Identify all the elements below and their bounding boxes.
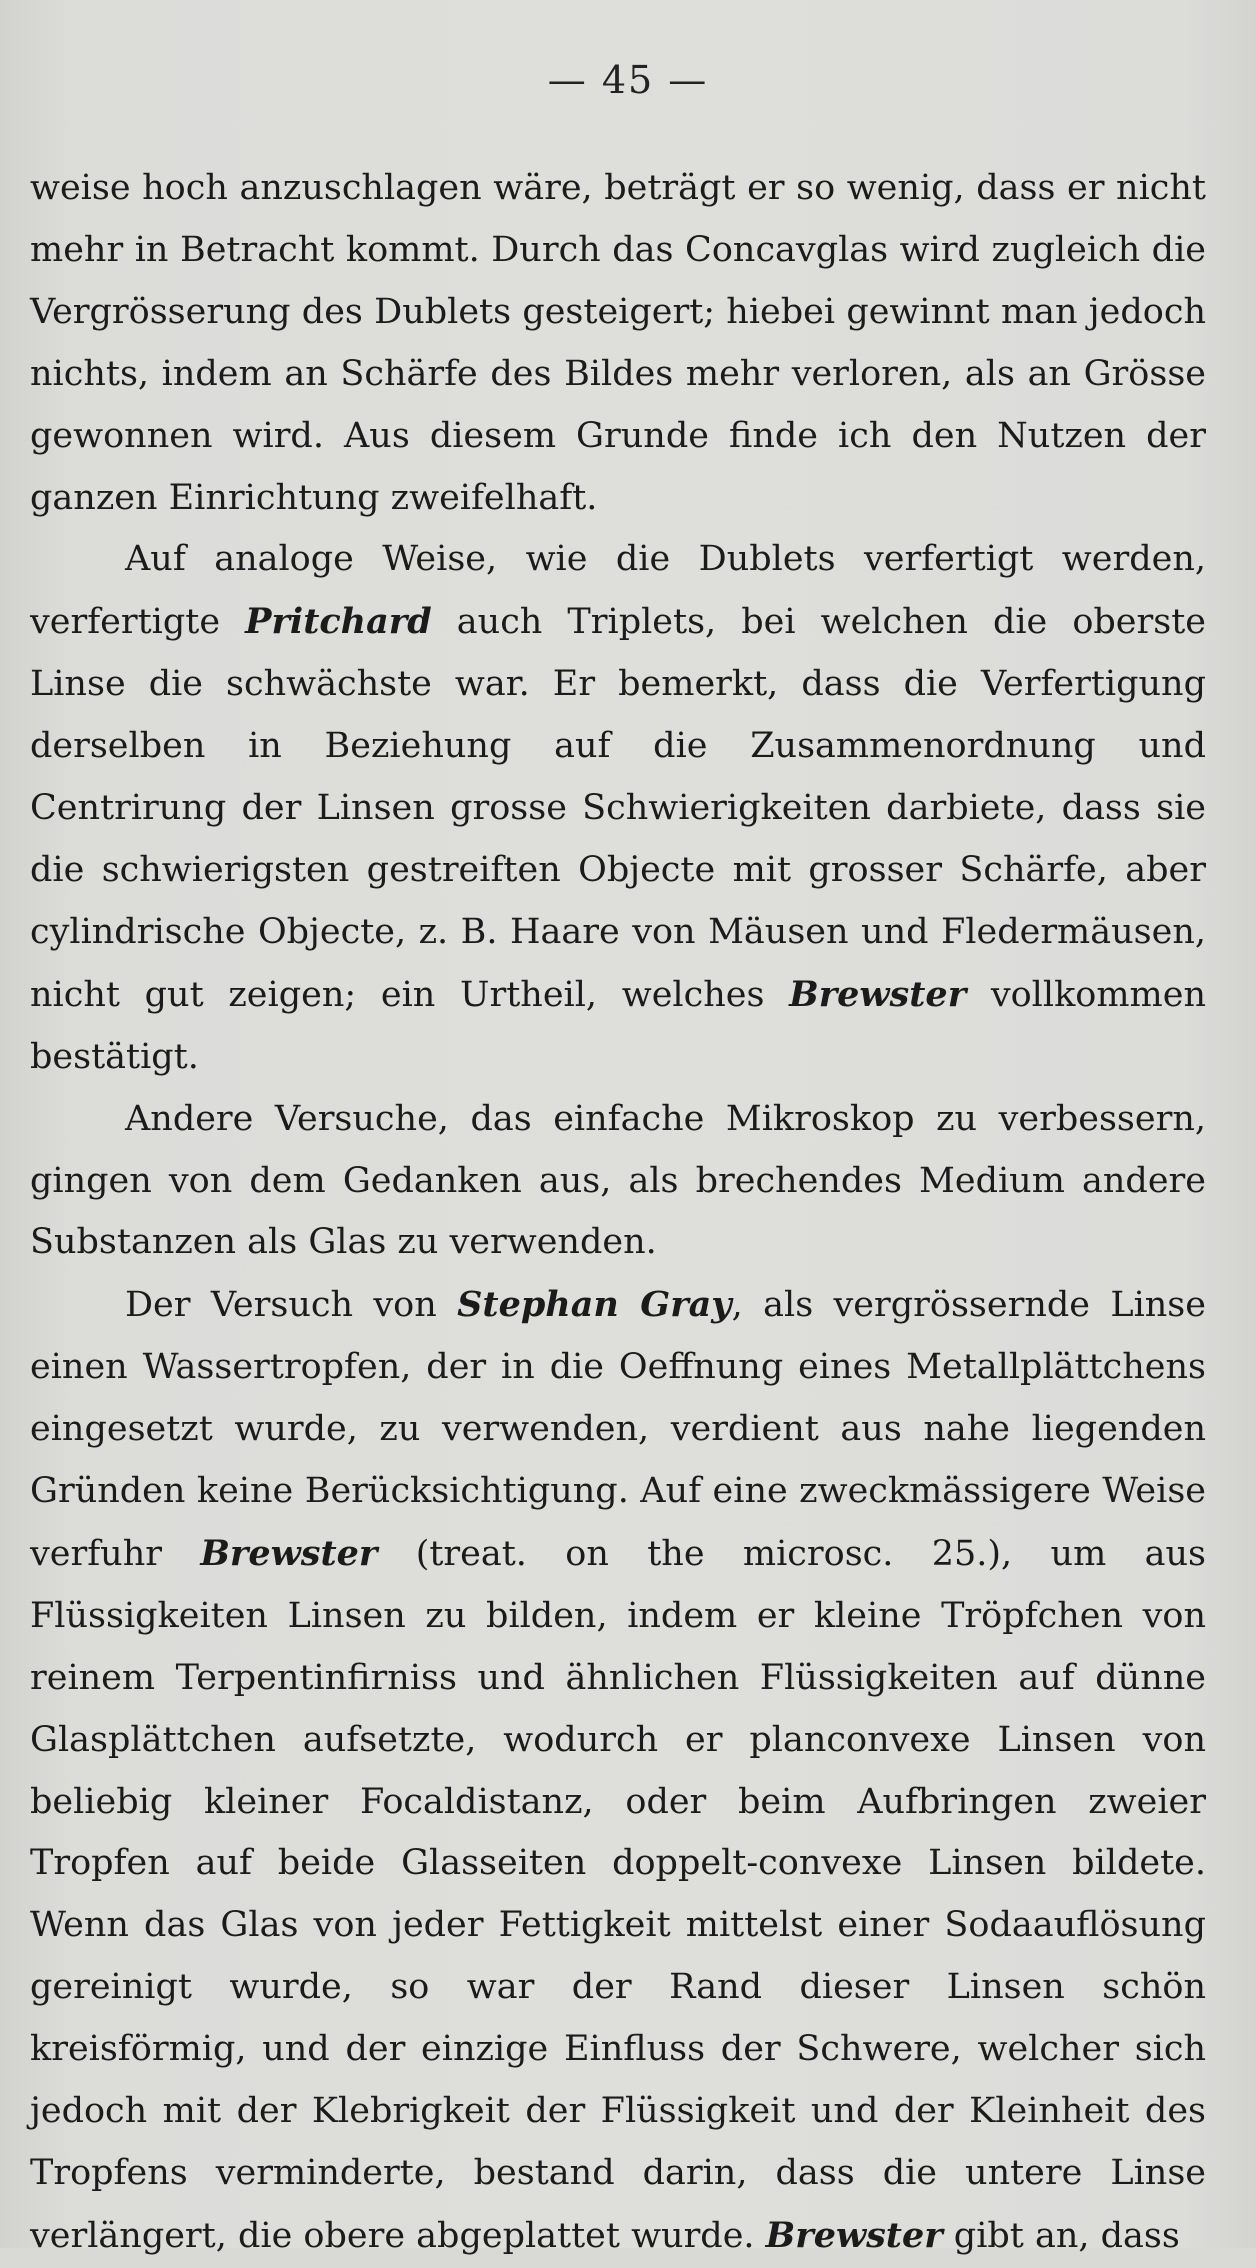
text-segment: , als vergrössernde Linse einen Wassertropfen, der in die Oeffnung eines Metallplättchens eingesetzt wurde, zu verwenden, verdient aus nahe liegenden Gründen keine Berücksichtigung. Auf eine zweckmässigere Weise verfuhr <box>30 1285 1206 1574</box>
author-name: Brewster <box>765 2214 943 2256</box>
author-name: Pritchard <box>245 601 432 643</box>
author-name: Brewster <box>789 973 967 1015</box>
paragraph <box>30 1089 1206 1275</box>
text-segment: weise hoch anzuschlagen wäre, beträgt er so wenig, dass er nicht mehr in Betracht kommt. Durch das Concavglas wird zugleich die Vergrösserung des Dublets gesteigert; hiebei gewinnt man jedoch nichts, indem an Schärfe des Bildes mehr verloren, als an Grösse gewonnen wird. Aus diesem Grunde finde ich den Nutzen der ganzen Einrichtung zweifelhaft. <box>30 168 1206 518</box>
text-segment: Auf analoge Weise, wie die Dublets verfertigt werden, verfertigte <box>30 539 1206 643</box>
text-segment: Der Versuch von <box>125 1285 458 1326</box>
author-name: Brewster <box>200 1532 378 1574</box>
text-segment: gibt an, dass <box>942 2215 1180 2256</box>
author-name: Stephan Gray <box>457 1284 732 1326</box>
paragraph <box>30 529 1206 1088</box>
text-segment: (treat. on the microsc. 25.), um aus Flüssigkeiten Linsen zu bilden, indem er kleine Tröpfchen von reinem Terpentinfirniss und ähnlichen Flüssigkeiten auf dünne Glasplättchen aufsetzte, wodurch er planconvexe Linsen von beliebig kleiner Focaldistanz, oder beim Aufbringen zweier Tropfen auf beide Glasseiten doppelt-convexe Linsen bildete. Wenn das Glas von jeder Fettigkeit mittelst einer Sodaauflösung gereinigt wurde, so war der Rand dieser Linsen schön kreisförmig, und der einzige Einfluss der Schwere, welcher sich jedoch mit der Klebrigkeit der Flüssigkeit und der Kleinheit des Tropfens verminderte, bestand darin, dass die untere Linse verlängert, die obere abgeplattet wurde. <box>30 1533 1206 2256</box>
text-segment: vollkommen bestätigt. <box>30 974 1206 1077</box>
paragraph <box>30 1274 1206 2268</box>
page-number: — 45 — <box>547 58 709 102</box>
paragraph <box>30 158 1206 529</box>
body-text <box>30 158 1206 2268</box>
text-segment: Andere Versuche, das einfache Mikroskop zu verbessern, gingen von dem Gedanken aus, als brechendes Medium andere Substanzen als Glas zu verwenden. <box>30 1098 1206 1263</box>
text-segment: auch Triplets, bei welchen die oberste Linse die schwächste war. Er bemerkt, dass die Verfertigung derselben in Beziehung auf die Zusammenordnung und Centrirung der Linsen grosse Schwierigkeiten darbiete, dass sie die schwierigsten gestreiften Objecte mit grosser Schärfe, aber cylindrische Objecte, z. B. Haare von Mäusen und Fledermäusen, nicht gut zeigen; ein Urtheil, welches <box>30 602 1206 1015</box>
